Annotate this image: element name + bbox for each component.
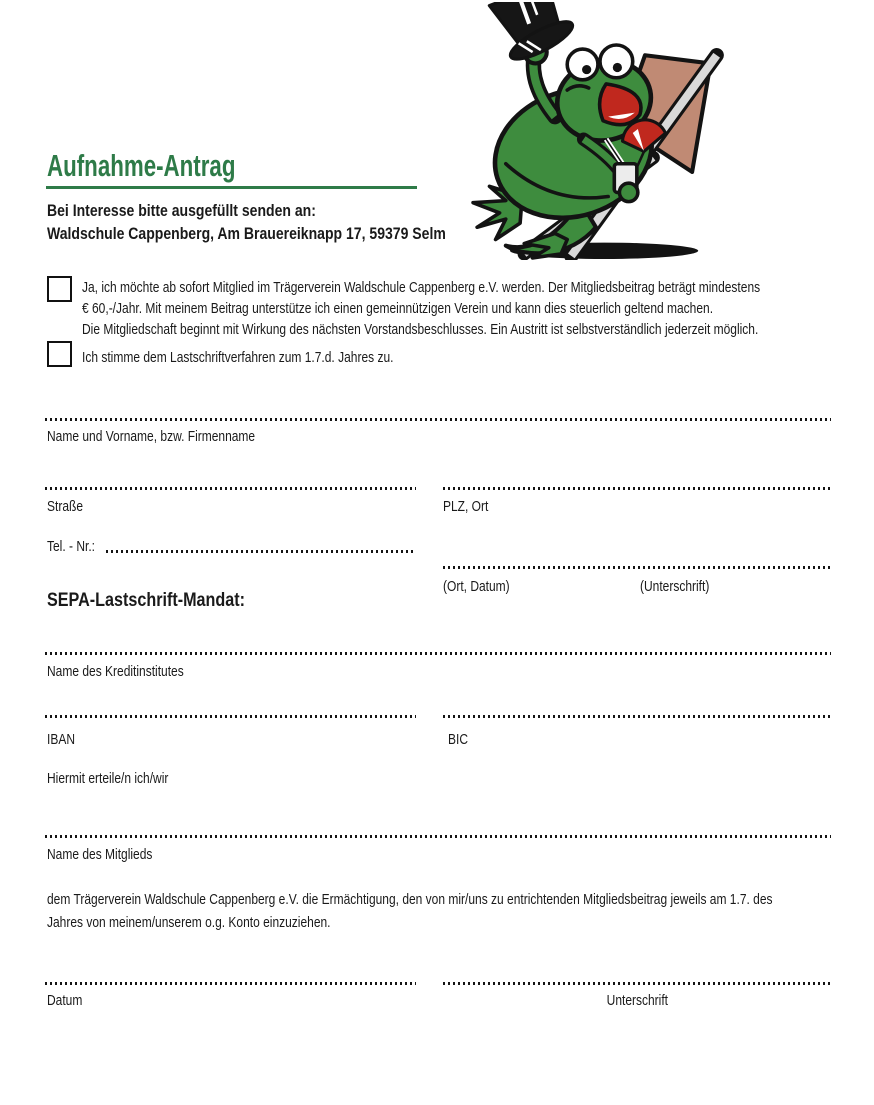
join-text-line-1: Ja, ich möchte ab sofort Mitglied im Trägerverein Waldschule Cappenberg e.V. werden. Der Mitgliedsbeitrag beträgt mindestens <box>82 279 761 296</box>
member-name-label: Name des Mitglieds <box>47 846 153 863</box>
bank-fill-line[interactable] <box>45 652 831 655</box>
bic-fill-line[interactable] <box>443 715 831 718</box>
top-hat <box>485 2 577 66</box>
join-membership-checkbox[interactable] <box>47 276 72 302</box>
sepa-heading: SEPA-Lastschrift-Mandat: <box>47 590 246 611</box>
bank-label: Name des Kreditinstitutes <box>47 663 184 680</box>
ort-datum-fill-line[interactable] <box>443 566 831 569</box>
send-to-label: Bei Interesse bitte ausgefüllt senden an: <box>47 202 316 220</box>
ort-datum-label: (Ort, Datum) <box>443 578 510 595</box>
page-title: Aufnahme-Antrag <box>47 148 236 183</box>
send-to-address: Waldschule Cappenberg, Am Brauereiknapp 17, 59379 Selm <box>47 225 446 243</box>
signature-fill-line[interactable] <box>443 982 831 985</box>
plz-ort-label: PLZ, Ort <box>443 498 489 515</box>
street-fill-line[interactable] <box>45 487 416 490</box>
title-underline <box>46 186 417 189</box>
signature-label: Unterschrift <box>606 992 668 1009</box>
unterschrift-small-label: (Unterschrift) <box>640 578 710 595</box>
iban-label: IBAN <box>47 731 76 748</box>
date-fill-line[interactable] <box>45 982 416 985</box>
authorization-line-2: Jahres von meinem/unserem o.g. Konto einzuziehen. <box>47 914 331 931</box>
tel-label: Tel. - Nr.: <box>47 538 96 555</box>
authorization-text <box>47 888 874 934</box>
authorization-line-1: dem Trägerverein Waldschule Cappenberg e.V. die Ermächtigung, den von mir/uns zu entrichtenden Mitgliedsbeitrag jeweils am 1.7. des <box>47 891 773 908</box>
name-label: Name und Vorname, bzw. Firmenname <box>47 428 256 445</box>
tel-fill-line[interactable] <box>106 550 416 553</box>
sepa-consent-text: Ich stimme dem Lastschriftverfahren zum 1.7.d. Jahres zu. <box>82 349 394 366</box>
grant-intro-text: Hiermit erteile/n ich/wir <box>47 770 169 787</box>
frog-pupil-right <box>613 63 622 72</box>
join-membership-text <box>82 277 874 340</box>
plz-ort-fill-line[interactable] <box>443 487 831 490</box>
frog-pupil-left <box>582 65 591 74</box>
join-text-line-2: € 60,-/Jahr. Mit meinem Beitrag unterstütze ich einen gemeinnützigen Verein und kann dies steuerlich geltend machen. <box>82 300 714 317</box>
street-label: Straße <box>47 498 84 515</box>
date-label: Datum <box>47 992 83 1009</box>
name-fill-line[interactable] <box>45 418 831 421</box>
iban-fill-line[interactable] <box>45 715 416 718</box>
frog-eye-left <box>567 49 598 80</box>
frog-eye-right <box>600 45 633 78</box>
member-name-fill-line[interactable] <box>45 835 831 838</box>
frog-hand-glass <box>619 183 637 201</box>
sepa-consent-checkbox[interactable] <box>47 341 72 367</box>
join-text-line-3: Die Mitgliedschaft beginnt mit Wirkung des nächsten Vorstandsbeschlusses. Ein Austritt ist selbstverständlich jederzeit möglich. <box>82 321 759 338</box>
bic-label: BIC <box>448 731 469 748</box>
